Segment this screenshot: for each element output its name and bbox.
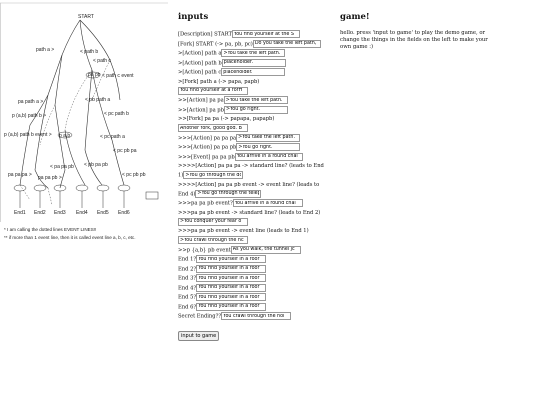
- tree-label-pc-pb-pa: < pc pb pa: [113, 148, 137, 154]
- story-text-field[interactable]: [224, 106, 288, 114]
- input-row-label: 1): [178, 172, 184, 179]
- input-row-label: >>>[Action] pa pa pb: [178, 144, 237, 151]
- input-row-label: End 5?: [178, 294, 197, 301]
- input-row-label: End 3?: [178, 275, 197, 282]
- story-text-field[interactable]: [196, 284, 266, 292]
- input-row: [178, 78, 338, 87]
- input-row-label: >[Action] path b: [178, 60, 222, 66]
- input-row-label: End 2?: [178, 266, 197, 272]
- input-row-label: >>[Action] pa pb: [178, 107, 224, 113]
- input-row: [178, 274, 338, 284]
- input-row: [178, 293, 338, 303]
- input-row: [178, 218, 338, 228]
- story-text-field[interactable]: [231, 246, 301, 254]
- input-row-label: End 4?: [178, 285, 197, 291]
- tree-label-end2: End2: [34, 210, 46, 216]
- input-row: [178, 124, 338, 134]
- tree-label-end1: End1: [14, 210, 26, 216]
- tree-label-path-a: path a >: [36, 47, 55, 53]
- input-row-label: >>p {a,b} pb event: [178, 247, 231, 253]
- story-text-field[interactable]: [178, 218, 248, 226]
- input-row-label: >>>pa pa pb event?: [178, 200, 233, 207]
- story-text-field[interactable]: [196, 274, 266, 282]
- input-row-label: >>>[Action] pa pa pa: [178, 135, 237, 141]
- input-row-label: >[Fork] path a (-> papa, papb): [178, 78, 260, 85]
- story-text-field[interactable]: [221, 49, 285, 57]
- note-multiple-events: ** if more than 1 event line, then it is called event line a, b, c, etc.: [4, 235, 136, 240]
- tree-label-pc-path-b: < pc path b: [104, 111, 129, 117]
- input-row-label: >>>pa pa pb event -> standard line? (leads to End 2): [178, 209, 321, 216]
- tree-label-pb-pa-pb: < pb pa pb: [84, 162, 108, 168]
- tree-label-pa-path-a: pa path a >: [18, 99, 44, 105]
- story-text-field[interactable]: [232, 30, 300, 38]
- input-row-label: End 4): [178, 191, 196, 197]
- input-row: [178, 40, 338, 50]
- input-row-label: >[Action] path a: [178, 50, 222, 57]
- input-row-label: >>>[Event] pa pa pb: [178, 154, 235, 160]
- story-tree-diagram: [0, 0, 170, 245]
- story-text-field[interactable]: [221, 312, 291, 320]
- story-text-field[interactable]: [196, 293, 266, 301]
- inputs-title: inputs: [178, 12, 209, 22]
- story-text-field[interactable]: [221, 68, 285, 76]
- story-text-field[interactable]: [224, 96, 288, 104]
- tree-label-path-c: < path c: [93, 58, 111, 64]
- tree-notes: [4, 226, 174, 242]
- input-row-label: >>>>[Action] pa pa pb event -> event line? (leads to: [178, 181, 320, 188]
- story-text-field[interactable]: [196, 303, 266, 311]
- input-row: [178, 181, 338, 190]
- game-panel: [340, 12, 500, 51]
- inputs-panel: [178, 12, 338, 341]
- input-row-label: Secret Ending??: [178, 313, 222, 320]
- story-text-field[interactable]: [235, 153, 303, 161]
- input-row: [178, 87, 338, 97]
- input-row: [178, 134, 338, 144]
- input-row: [178, 199, 338, 209]
- input-row-label: End 1?: [178, 256, 197, 263]
- input-row: [178, 265, 338, 275]
- tree-label-pb-path-a: < pb path a: [85, 97, 111, 103]
- tree-label-pab-path-b-event: p (a,b) path b event >: [4, 132, 52, 138]
- input-row: [178, 143, 338, 153]
- input-row: [178, 209, 338, 218]
- story-text-field[interactable]: [236, 143, 300, 151]
- story-text-field[interactable]: [233, 199, 303, 207]
- tree-label-end5: End5: [97, 210, 109, 216]
- input-row: [178, 236, 338, 246]
- tree-label-start: START: [78, 14, 94, 20]
- input-row: [178, 171, 338, 181]
- input-row-label: >>[Action] pa pa: [178, 97, 224, 104]
- input-row-label: [Fork] START (-> pa, pb, pc): [178, 41, 253, 47]
- story-text-field[interactable]: [183, 171, 243, 179]
- story-text-field[interactable]: [178, 87, 248, 95]
- input-row: [178, 255, 338, 265]
- tree-label-pa-pa-pb-side: pa pa pb >: [38, 175, 62, 181]
- tree-label-pa-pa-pa: pa pa pa >: [8, 172, 32, 178]
- input-row: [178, 227, 338, 236]
- tree-label-end3: End3: [54, 210, 66, 216]
- story-text-field[interactable]: [236, 134, 300, 142]
- input-row: [178, 162, 338, 171]
- input-row: [178, 96, 338, 106]
- tree-label-pab-path-b: p (a,b) path b >: [12, 113, 47, 119]
- game-text: hello. press 'input to game' to play the demo game, or change the things in the fields on the left to make your own game :): [340, 30, 488, 50]
- game-title: game!: [340, 12, 370, 22]
- input-row: [178, 303, 338, 313]
- story-text-field[interactable]: [196, 265, 266, 273]
- input-row: [178, 68, 338, 78]
- story-text-field[interactable]: [178, 236, 248, 244]
- input-row-label: >[Action] path c: [178, 69, 222, 76]
- tree-label-pa-pa-pb: < pa pa pb: [50, 164, 74, 170]
- story-text-field[interactable]: [222, 59, 286, 67]
- tree-label-pc-pb-pb: < pc pb pb: [122, 172, 146, 178]
- tree-label-papb-node: pa pb: [88, 72, 101, 78]
- tree-label-path-b: < path b: [80, 49, 99, 55]
- input-row: [178, 312, 338, 322]
- input-row-label: [Description] START: [178, 31, 232, 38]
- tree-label-end4: End4: [76, 210, 88, 216]
- story-text-field[interactable]: [178, 124, 248, 132]
- input-row: [178, 115, 338, 124]
- input-row-label: >>>>[Action] pa pa pa -> standard line? (leads to End: [178, 163, 324, 169]
- input-row-label: >>>pa pa pb event -> event line (leads to End 1): [178, 228, 309, 234]
- input-row-label: End 6?: [178, 304, 197, 310]
- tree-label-end6: End6: [118, 210, 130, 216]
- input-row: [178, 284, 338, 294]
- input-row: [178, 59, 338, 69]
- tree-label-path-c-event: < path c event: [102, 73, 134, 79]
- note-event-lines: * I am calling the dotted lines EVENT LINES!!: [4, 227, 97, 232]
- tree-label-pab-node: p a,b: [59, 133, 71, 139]
- story-text-field[interactable]: [196, 255, 266, 263]
- input-row-label: >>[Fork] pa pa (-> papapa, papapb): [178, 116, 275, 122]
- input-row: [178, 30, 338, 40]
- input-to-game-button[interactable]: input to game: [178, 331, 219, 341]
- input-row: [178, 246, 338, 256]
- input-row: [178, 49, 338, 59]
- story-text-field[interactable]: [253, 40, 321, 48]
- input-row: [178, 153, 338, 163]
- story-text-field[interactable]: [195, 190, 261, 198]
- input-row: [178, 106, 338, 116]
- input-row: [178, 190, 338, 200]
- tree-label-pc-path-a: < pc path a: [100, 134, 125, 140]
- input-rows: [178, 30, 338, 322]
